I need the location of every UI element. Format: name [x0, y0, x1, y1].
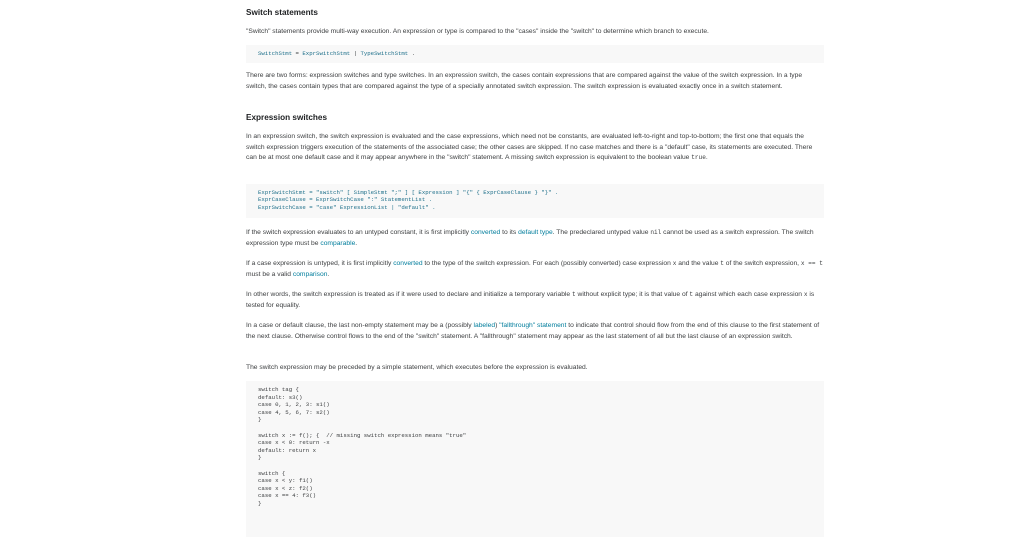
- text-run: In a case or default clause, the last non-empty statement may be a (possibly: [246, 322, 474, 329]
- inline-code: t: [572, 291, 576, 298]
- grammar-op: |: [350, 50, 361, 57]
- grammar-line: ExprSwitchCase = "case" ExpressionList | "default" .: [258, 203, 436, 211]
- fallthrough-paragraph: [246, 321, 824, 342]
- grammar-term: SwitchStmt: [258, 50, 293, 57]
- switch-example-code: switch tag { default: s3() case 0, 1, 2, 3: s1() case 4, 5, 6, 7: s2() } switch x := f(); { // missing switch expression means "true" case x < 0: return -x default: return x } switch { case x < y: f1() case x < z: f2() case x == 4: f3() }: [246, 381, 824, 537]
- link-fallthrough-statement[interactable]: "fallthrough" statement: [499, 322, 567, 329]
- text-run: ): [495, 322, 500, 329]
- text-run: If the switch expression evaluates to an untyped constant, it is first implicitly: [246, 229, 471, 236]
- text-run: to indicate that control should flow from the end of this clause to the first statement of the next clause. Otherwise control flows to the end of the "switch" statement. A "fallthrough" statement may appear as the last statement of all but the last clause of an expression switch.: [246, 322, 820, 340]
- link-converted[interactable]: converted: [393, 260, 423, 267]
- grammar-line: ExprCaseClause = ExprSwitchCase ":" StatementList .: [258, 196, 433, 204]
- text-run: .: [327, 270, 330, 278]
- inline-code: x: [672, 260, 677, 267]
- grammar-op: =: [292, 50, 303, 57]
- grammar-switch-stmt: [246, 45, 824, 63]
- text-run: against which each case expression: [693, 291, 804, 298]
- untyped-case-paragraph: [246, 259, 824, 280]
- link-labeled[interactable]: labeled: [473, 322, 496, 329]
- text-run: If a case expression is untyped, it is first implicitly: [246, 260, 394, 267]
- inline-code: nil: [650, 229, 662, 236]
- other-words-paragraph: [246, 290, 824, 311]
- text-run: to the type of the switch expression. For each (possibly converted) case expression: [422, 260, 673, 267]
- text-run: of the switch expression,: [723, 260, 801, 267]
- text-run: to its: [500, 229, 519, 236]
- switch-intro-paragraph: "Switch" statements provide multi-way execution. An expression or type is compared to the "cases" inside the "switch" to determine which branch to execute.: [246, 28, 709, 35]
- text-run: without explicit type; it is that value of: [575, 291, 690, 298]
- text-run: must be a valid: [246, 270, 293, 278]
- expression-switch-paragraph: [246, 132, 824, 164]
- grammar-term: TypeSwitchStmt: [360, 50, 409, 57]
- text-run: is tested for equality.: [246, 291, 815, 309]
- inline-code: t: [689, 291, 694, 298]
- link-comparable[interactable]: comparable: [320, 239, 356, 247]
- grammar-term: ExprSwitchStmt: [302, 50, 351, 57]
- text-run: and the value: [676, 260, 721, 267]
- text-run: .: [355, 239, 358, 247]
- link-converted[interactable]: converted: [470, 229, 501, 236]
- inline-code: t: [720, 260, 724, 267]
- heading-expression-switches: Expression switches: [246, 113, 327, 122]
- link-comparison[interactable]: comparison: [292, 270, 328, 278]
- text-run: cannot be used as a switch expression. The switch expression type must be: [246, 229, 814, 247]
- text-run: .: [705, 154, 708, 162]
- inline-code: true: [691, 154, 706, 162]
- text-run: In other words, the switch expression is treated as if it were used to declare and initialize a temporary variable: [246, 291, 572, 298]
- heading-switch-statements: Switch statements: [246, 8, 318, 17]
- untyped-constant-paragraph: [246, 228, 824, 249]
- text-run: In an expression switch, the switch expression is evaluated and the case expressions, which need not be constants, are evaluated left-to-right and top-to-bottom; the first one that equals the switch expression triggers execution of the statements of the associated case; the other cases are skipped. If no case matches and there is a "default" case, its statements are executed. There can be at most one default case and it may appear anywhere in the "switch" statement. A missing switch expression is equivalent to the boolean value: [246, 133, 813, 162]
- text-run: . The predeclared untyped value: [552, 229, 651, 236]
- grammar-op: .: [408, 50, 416, 57]
- grammar-line: ExprSwitchStmt = "switch" [ SimpleStmt ";" ] [ Expression ] "{" { ExprCaseClause } "}" .: [258, 189, 559, 196]
- simple-statement-paragraph: The switch expression may be preceded by a simple statement, which executes before the expression is evaluated.: [246, 364, 588, 371]
- link-default-type[interactable]: default type: [518, 229, 553, 236]
- inline-code: x: [803, 291, 808, 298]
- inline-code: x == t: [800, 260, 823, 267]
- grammar-expr-switch: [246, 184, 824, 218]
- two-forms-paragraph: There are two forms: expression switches and type switches. In an expression switch, the cases contain expressions that are compared against the value of the switch expression. In a type switch, the cases contain types that are compared against the type of a specially annotated switch expression. The switch expression is evaluated exactly once in a switch statement.: [246, 72, 803, 90]
